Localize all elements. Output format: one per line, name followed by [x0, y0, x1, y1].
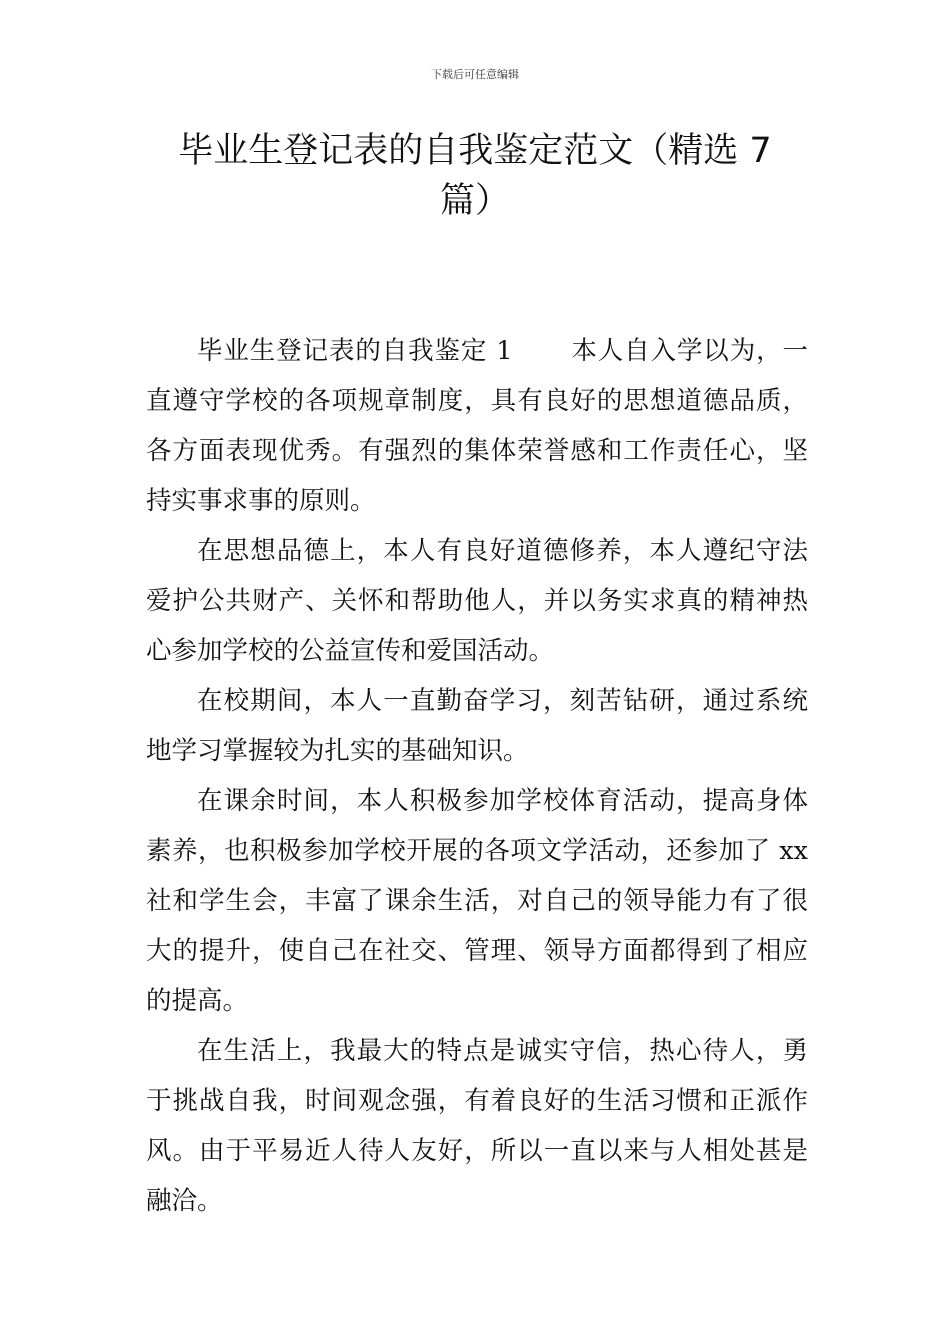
paragraph-3: 在校期间，本人一直勤奋学习，刻苦钻研，通过系统地学习掌握较为扎实的基础知识。: [146, 686, 808, 766]
document-body: [146, 326, 808, 1226]
paragraph-4: 在课余时间，本人积极参加学校体育活动，提高身体素养，也积极参加学校开展的各项文学活动，还参加了 xx 社和学生会，丰富了课余生活，对自己的领导能力有了很大的提升，使自己在社交、管理、领导方面都得到了相应的提高。: [146, 786, 808, 1016]
title-line-2: 篇）: [439, 181, 510, 221]
paragraph-5: 在生活上，我最大的特点是诚实守信，热心待人，勇于挑战自我，时间观念强，有着良好的生活习惯和正派作风。由于平易近人待人友好，所以一直以来与人相处甚是融洽。: [146, 1036, 808, 1216]
section-title: 毕业生登记表的自我鉴定 1: [197, 336, 513, 366]
paragraph-2: 在思想品德上，本人有良好道德修养，本人遵纪守法爱护公共财产、关怀和帮助他人，并以务实求真的精神热心参加学校的公益宣传和爱国活动。: [146, 536, 808, 666]
header-note: 下载后可任意编辑: [431, 68, 519, 81]
title-line-1: 毕业生登记表的自我鉴定范文（精选 7: [178, 131, 772, 171]
paragraph-1-text: 本人自入学以为，一直遵守学校的各项规章制度，具有良好的思想道德品质，各方面表现优秀。有强烈的集体荣誉感和工作责任心，坚持实事求事的原则。: [146, 336, 808, 516]
paragraph-1: [146, 326, 808, 526]
document-title: [150, 126, 800, 226]
